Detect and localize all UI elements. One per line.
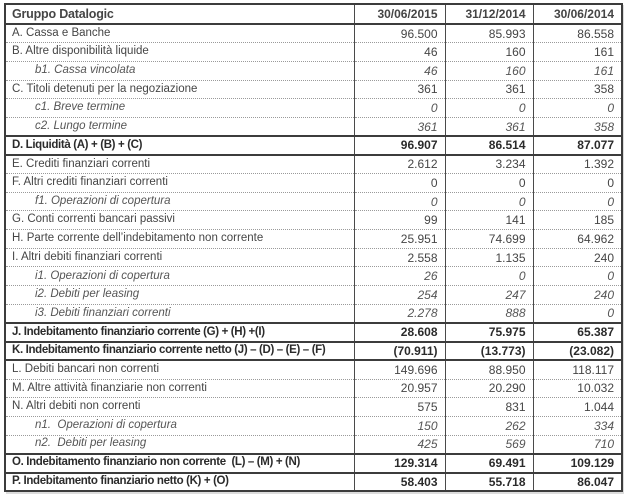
- row-label: c2. Lungo termine: [5, 117, 354, 136]
- row-label: i2. Debiti per leasing: [5, 286, 354, 305]
- cell-value: 0: [445, 267, 533, 286]
- cell-value: 10.032: [533, 379, 622, 398]
- row-label: i3. Debiti finanziari correnti: [5, 304, 354, 323]
- table-row: [5, 117, 622, 136]
- table-row: [5, 99, 622, 118]
- column-header: 30/06/2014: [533, 4, 622, 24]
- row-label: f1. Operazioni di copertura: [5, 192, 354, 211]
- row-label: I. Altri debiti finanziari correnti: [5, 248, 354, 267]
- table-row: [5, 24, 622, 43]
- cell-value: 888: [445, 304, 533, 323]
- cell-value: 86.514: [445, 136, 533, 155]
- row-label: L. Debiti bancari non correnti: [5, 360, 354, 379]
- cell-value: 46: [354, 61, 445, 80]
- table-row: [5, 248, 622, 267]
- table-title: Gruppo Datalogic: [5, 4, 354, 24]
- table-row: [5, 304, 622, 323]
- cell-value: 129.314: [354, 454, 445, 473]
- cell-value: 20.957: [354, 379, 445, 398]
- cell-value: 425: [354, 435, 445, 454]
- column-header: 30/06/2015: [354, 4, 445, 24]
- cell-value: 161: [533, 61, 622, 80]
- financial-table: [4, 3, 623, 492]
- cell-value: 149.696: [354, 360, 445, 379]
- row-label: G. Conti correnti bancari passivi: [5, 211, 354, 230]
- cell-value: 0: [354, 99, 445, 118]
- cell-value: 575: [354, 398, 445, 417]
- cell-value: 0: [533, 99, 622, 118]
- cell-value: 69.491: [445, 454, 533, 473]
- cell-value: 55.718: [445, 473, 533, 492]
- cell-value: 247: [445, 286, 533, 305]
- cell-value: 118.117: [533, 360, 622, 379]
- table-row: [5, 80, 622, 99]
- table-row: [5, 323, 622, 342]
- cell-value: 2.558: [354, 248, 445, 267]
- cell-value: 96.500: [354, 24, 445, 43]
- cell-value: 0: [354, 174, 445, 193]
- row-label: P. Indebitamento finanziario netto (K) + (O): [5, 473, 354, 492]
- cell-value: 65.387: [533, 323, 622, 342]
- table-row: [5, 155, 622, 174]
- table-row: [5, 360, 622, 379]
- cell-value: 87.077: [533, 136, 622, 155]
- cell-value: 25.951: [354, 230, 445, 249]
- cell-value: 240: [533, 248, 622, 267]
- row-label: c1. Breve termine: [5, 99, 354, 118]
- cell-value: (13.773): [445, 342, 533, 361]
- cell-value: 20.290: [445, 379, 533, 398]
- table-row: [5, 342, 622, 361]
- cell-value: 710: [533, 435, 622, 454]
- row-label: J. Indebitamento finanziario corrente (G) + (H) +(I): [5, 323, 354, 342]
- cell-value: 334: [533, 416, 622, 435]
- cell-value: 88.950: [445, 360, 533, 379]
- cell-value: 86.047: [533, 473, 622, 492]
- cell-value: 160: [445, 61, 533, 80]
- cell-value: 150: [354, 416, 445, 435]
- cell-value: 3.234: [445, 155, 533, 174]
- row-label: H. Parte corrente dell’indebitamento non corrente: [5, 230, 354, 249]
- cell-value: 0: [533, 267, 622, 286]
- row-label: n1. Operazioni di copertura: [5, 416, 354, 435]
- cell-value: (23.082): [533, 342, 622, 361]
- table-row: [5, 61, 622, 80]
- table-header-row: [5, 4, 622, 24]
- cell-value: 85.993: [445, 24, 533, 43]
- table-row: [5, 43, 622, 62]
- cell-value: 0: [445, 192, 533, 211]
- cell-value: 161: [533, 43, 622, 62]
- cell-value: 64.962: [533, 230, 622, 249]
- cell-value: 0: [445, 99, 533, 118]
- cell-value: 361: [354, 117, 445, 136]
- table-row: [5, 473, 622, 492]
- column-header: 31/12/2014: [445, 4, 533, 24]
- row-label: n2. Debiti per leasing: [5, 435, 354, 454]
- cell-value: 1.044: [533, 398, 622, 417]
- row-label: K. Indebitamento finanziario corrente netto (J) – (D) – (E) – (F): [5, 342, 354, 361]
- row-label: D. Liquidità (A) + (B) + (C): [5, 136, 354, 155]
- cell-value: 160: [445, 43, 533, 62]
- table-row: [5, 286, 622, 305]
- cell-value: 358: [533, 80, 622, 99]
- row-label: A. Cassa e Banche: [12, 26, 111, 39]
- table-row: [5, 230, 622, 249]
- row-label: b1. Cassa vincolata: [5, 61, 354, 80]
- cell-value: 141: [445, 211, 533, 230]
- table-row: [5, 435, 622, 454]
- cell-value: 26: [354, 267, 445, 286]
- cell-value: 2.278: [354, 304, 445, 323]
- cell-value: 358: [533, 117, 622, 136]
- row-label: N. Altri debiti non correnti: [5, 398, 354, 417]
- cell-value: 1.135: [445, 248, 533, 267]
- table-row: [5, 174, 622, 193]
- cell-value: 361: [445, 80, 533, 99]
- row-label: B. Altre disponibilità liquide: [5, 43, 354, 62]
- cell-value: 262: [445, 416, 533, 435]
- cell-value: 361: [354, 80, 445, 99]
- cell-value: 28.608: [354, 323, 445, 342]
- cell-value: 0: [445, 174, 533, 193]
- row-label: i1. Operazioni di copertura: [5, 267, 354, 286]
- table-row: [5, 454, 622, 473]
- cell-value: 58.403: [354, 473, 445, 492]
- row-label: C. Titoli detenuti per la negoziazione: [5, 80, 354, 99]
- table-row: [5, 136, 622, 155]
- cell-value: 0: [533, 174, 622, 193]
- cell-value: 0: [533, 192, 622, 211]
- cell-value: 1.392: [533, 155, 622, 174]
- cell-value: 361: [445, 117, 533, 136]
- cell-value: 0: [533, 304, 622, 323]
- cell-value: 240: [533, 286, 622, 305]
- cell-value: 2.612: [354, 155, 445, 174]
- cell-value: 86.558: [533, 24, 622, 43]
- cell-value: 185: [533, 211, 622, 230]
- cell-value: 0: [354, 192, 445, 211]
- row-label: F. Altri crediti finanziari correnti: [5, 174, 354, 193]
- cell-value: 109.129: [533, 454, 622, 473]
- table-row: [5, 398, 622, 417]
- table-row: [5, 192, 622, 211]
- row-label: E. Crediti finanziari correnti: [5, 155, 354, 174]
- cell-value: 831: [445, 398, 533, 417]
- table-row: [5, 416, 622, 435]
- cell-value: 46: [354, 43, 445, 62]
- cell-value: 569: [445, 435, 533, 454]
- cell-value: (70.911): [354, 342, 445, 361]
- cell-value: 75.975: [445, 323, 533, 342]
- table-row: [5, 379, 622, 398]
- row-label: O. Indebitamento finanziario non corrente (L) – (M) + (N): [5, 454, 354, 473]
- table-row: [5, 211, 622, 230]
- table-row: [5, 267, 622, 286]
- cell-value: 74.699: [445, 230, 533, 249]
- cell-value: 96.907: [354, 136, 445, 155]
- cell-value: 99: [354, 211, 445, 230]
- cell-value: 254: [354, 286, 445, 305]
- row-label: M. Altre attività finanziarie non correnti: [5, 379, 354, 398]
